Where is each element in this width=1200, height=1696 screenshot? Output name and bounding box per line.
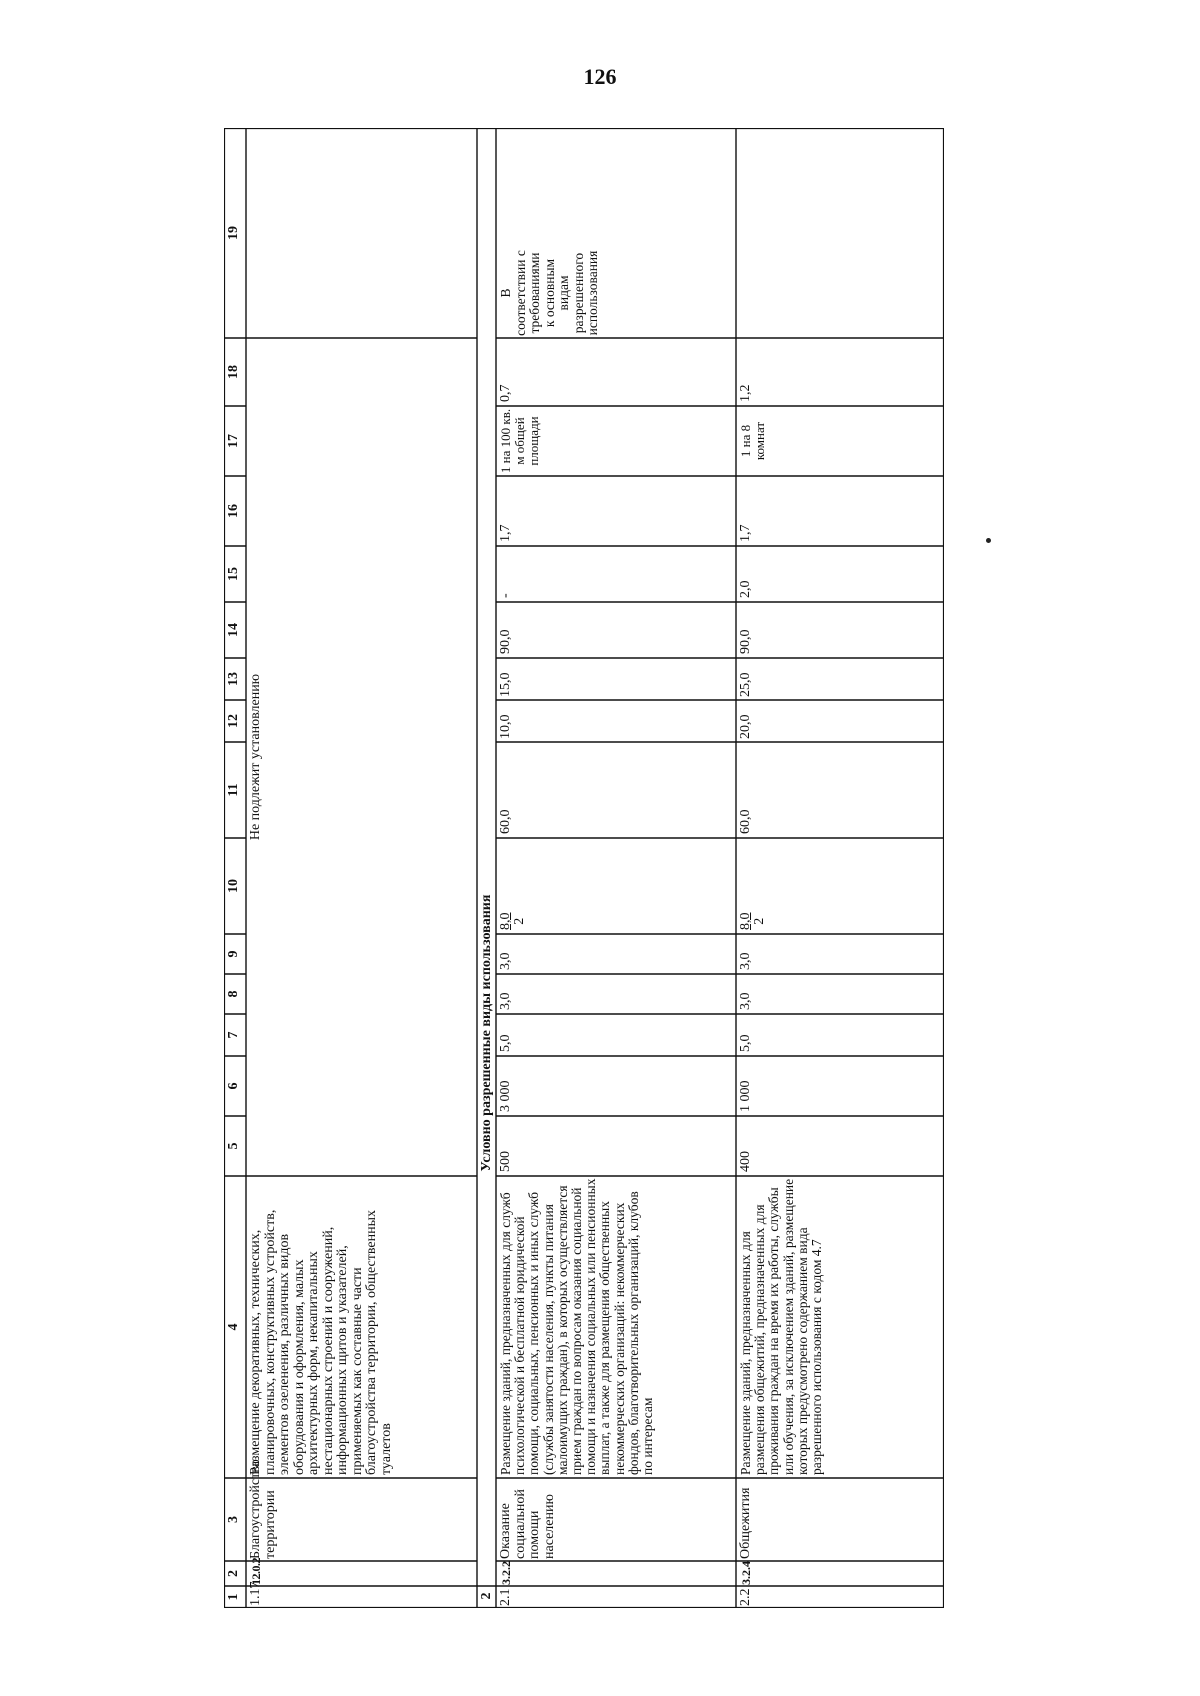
header-col-14: 14 bbox=[226, 623, 241, 637]
row-22-description: Размещение зданий, предназначенных для размещения общежитий, предназначенных для проживания граждан на время их работы, службы или обучения, за исключением зданий, размещение которых предусмотрено содержанием вида разрешенного использования с кодом 4.7 bbox=[738, 1178, 825, 1475]
stray-dot bbox=[986, 538, 991, 543]
header-col-12: 12 bbox=[226, 714, 241, 728]
row-22-col10 bbox=[739, 890, 768, 930]
row-21-description: Размещение зданий, предназначенных для служб психологической и бесплатной юридической помощи, социальных, пенсионных и иных служб (службы занятости населения, пункты питания малоимущих граждан), в которых осуществляется прием граждан по вопросам оказания социальной помощи и назначения социальных или пенсионных выплат, а также для размещения общественных некоммерческих организаций: некоммерческих фондов, благотворительных организаций, клубов по интересам bbox=[498, 1178, 656, 1475]
row-21-col17: 1 на 100 кв. м общей площади bbox=[498, 408, 541, 474]
row-22-col7: 5,0 bbox=[738, 1034, 753, 1052]
header-col-13: 13 bbox=[226, 672, 241, 686]
header-col-17: 17 bbox=[226, 434, 241, 448]
section-number: 2 bbox=[479, 1592, 494, 1600]
row-22-number: 2.2 bbox=[738, 1588, 753, 1606]
page-number: 126 bbox=[583, 64, 617, 89]
row-117-note: Не подлежит установлению bbox=[248, 673, 263, 841]
row-117-description: Размещение декоративных, технических, планировочных, конструктивных устройств, элементов озеленения, различных видов оборудования и оформления, малых архитектурных форм, некапитальных нестационарных строений и сооружений, информационных щитов и указателей, применяемых как составные части благоустройства территории, общественных туалетов bbox=[248, 1209, 394, 1475]
header-col-4: 4 bbox=[226, 1323, 241, 1331]
row-117-number: 1.17 bbox=[248, 1581, 263, 1606]
row-21-col18: 0,7 bbox=[498, 384, 513, 402]
header-col-7: 7 bbox=[226, 1031, 241, 1039]
header-col-19: 19 bbox=[226, 226, 241, 240]
row-21-col7: 5,0 bbox=[498, 1034, 513, 1052]
row-22-name: Общежития bbox=[738, 1487, 753, 1559]
row-22-col13: 25,0 bbox=[738, 672, 753, 697]
row-21-number: 2.1 bbox=[498, 1588, 513, 1606]
row-21-col11: 60,0 bbox=[498, 809, 513, 834]
section-title: Условно разрешенные виды использования bbox=[479, 894, 494, 1172]
row-21-col6: 3 000 bbox=[498, 1080, 513, 1112]
row-22-col9: 3,0 bbox=[738, 952, 753, 970]
header-col-5: 5 bbox=[226, 1142, 241, 1150]
row-21-col13: 15,0 bbox=[498, 672, 513, 697]
header-col-2: 2 bbox=[226, 1570, 241, 1577]
header-col-1: 1 bbox=[226, 1593, 241, 1601]
row-22-col10-fraction bbox=[739, 913, 767, 931]
row-22-col18: 1,2 bbox=[738, 384, 753, 402]
row-22-col8: 3,0 bbox=[738, 992, 753, 1010]
row-22-col17: 1 на 8 комнат bbox=[738, 421, 767, 461]
row-22-col12: 20,0 bbox=[738, 714, 753, 739]
row-21-col10-numerator: 8,0 bbox=[498, 912, 513, 930]
header-col-11: 11 bbox=[226, 783, 241, 797]
row-21-col19: В соответствии с требованиями к основным видам разрешенного использования bbox=[498, 250, 600, 336]
row-22-col11: 60,0 bbox=[738, 809, 753, 834]
row-21-name: Оказание социальной помощи населению bbox=[498, 1489, 557, 1559]
row-22-col14: 90,0 bbox=[738, 629, 753, 654]
row-22-col10-denominator: 2 bbox=[752, 917, 767, 925]
row-21-col8: 3,0 bbox=[498, 992, 513, 1010]
header-col-9: 9 bbox=[226, 950, 241, 958]
row-22-col5: 400 bbox=[738, 1151, 753, 1172]
header-col-16: 16 bbox=[226, 504, 241, 518]
row-21-col12: 10,0 bbox=[498, 714, 513, 739]
row-22-col16: 1,7 bbox=[738, 524, 753, 542]
header-col-6: 6 bbox=[226, 1082, 241, 1090]
row-22-col6: 1 000 bbox=[738, 1080, 753, 1112]
row-21-col10-denominator: 2 bbox=[512, 917, 527, 925]
row-21-col15: - bbox=[498, 593, 513, 598]
row-117-code: 12.0.2 bbox=[249, 1558, 263, 1585]
row-21-col10 bbox=[499, 890, 528, 930]
row-21-col10-fraction bbox=[499, 913, 527, 931]
header-col-8: 8 bbox=[226, 990, 241, 998]
header-col-18: 18 bbox=[226, 365, 241, 379]
row-22-col10-numerator: 8,0 bbox=[738, 912, 753, 930]
header-col-3: 3 bbox=[226, 1516, 241, 1523]
row-21-col14: 90,0 bbox=[498, 629, 513, 654]
row-22-code: 3.2.4 bbox=[739, 1561, 753, 1585]
row-117-name: Благоустройство территории bbox=[248, 1459, 278, 1559]
rotated-table bbox=[224, 128, 944, 1608]
header-col-15: 15 bbox=[226, 567, 241, 581]
row-21-col16: 1,7 bbox=[498, 524, 513, 542]
row-21-code: 3.2.2 bbox=[499, 1561, 513, 1585]
row-22-col15: 2,0 bbox=[738, 580, 753, 598]
row-21-col9: 3,0 bbox=[498, 952, 513, 970]
header-col-10: 10 bbox=[226, 879, 241, 893]
row-21-col5: 500 bbox=[498, 1151, 513, 1172]
